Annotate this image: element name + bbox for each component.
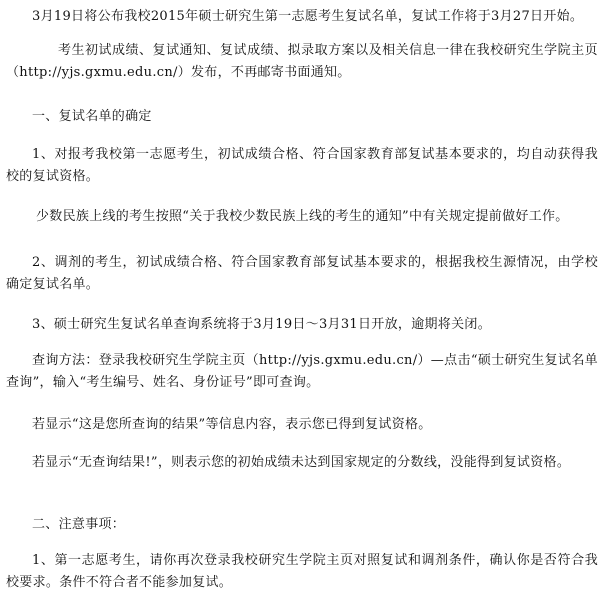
paragraph-rule-2: 2、调剂的考生，初试成绩合格、符合国家教育部复试基本要求的，根据我校生源情况，由学校确定复试名单。 bbox=[6, 255, 598, 292]
section-heading-2: 二、注意事项： bbox=[32, 517, 126, 532]
section-heading-1: 一、复试名单的确定 bbox=[32, 109, 152, 124]
paragraph-rule-1: 1、对报考我校第一志愿考生，初试成绩合格、符合国家教育部复试基本要求的，均自动获得我校的复试资格。 bbox=[6, 147, 598, 184]
paragraph-announcement: 3月19日将公布我校2015年硕士研究生第一志愿考生复试名单，复试工作将于3月27日开始。 bbox=[32, 9, 584, 24]
paragraph-rule-3: 3、硕士研究生复试名单查询系统将于3月19日～3月31日开放，逾期将关闭。 bbox=[32, 317, 491, 332]
paragraph-result-positive: 若显示“这是您所查询的结果”等信息内容，表示您已得到复试资格。 bbox=[32, 417, 432, 432]
paragraph-note-1: 1、第一志愿考生，请你再次登录我校研究生学院主页对照复试和调剂条件，确认你是否符合我校要求。条件不符合者不能参加复试。 bbox=[6, 553, 598, 590]
paragraph-minority-note: 少数民族上线的考生按照“关于我校少数民族上线的考生的通知”中有关规定提前做好工作。 bbox=[36, 209, 569, 224]
paragraph-result-negative: 若显示“无查询结果!”，则表示您的初始成绩未达到国家规定的分数线，没能得到复试资格。 bbox=[32, 455, 571, 470]
paragraph-query-method: 查询方法：登录我校研究生学院主页（http://yjs.gxmu.edu.cn/）—点击“硕士研究生复试名单查询”，输入“考生编号、姓名、身份证号”即可查询。 bbox=[6, 353, 598, 390]
paragraph-publication-notice: 考生初试成绩、复试通知、复试成绩、拟录取方案以及相关信息一律在我校研究生学院主页（http://yjs.gxmu.edu.cn/）发布，不再邮寄书面通知。 bbox=[6, 43, 598, 80]
